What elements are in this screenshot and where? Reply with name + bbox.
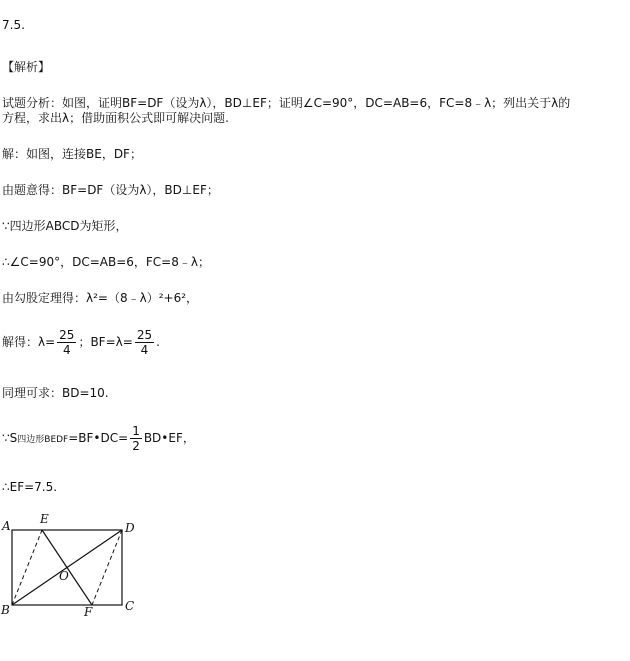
fraction-25-4-b <box>135 328 154 357</box>
label-d: D <box>125 521 135 535</box>
fraction-denominator: 4 <box>62 343 71 357</box>
pythagoras-line: 由勾股定理得：λ²=（8﹣λ）²+6²， <box>2 291 199 305</box>
label-e: E <box>40 512 49 526</box>
fraction-numerator: 25 <box>59 328 75 342</box>
label-c: C <box>125 599 135 613</box>
given-line: 由题意得：BF=DF（设为λ），BD⊥EF； <box>2 183 219 197</box>
label-a: A <box>2 519 11 533</box>
area-line <box>2 424 195 453</box>
solve-end: . <box>156 335 160 349</box>
area-end: BD•EF， <box>143 431 195 445</box>
answer-line: 7.5. <box>2 18 25 32</box>
fraction-numerator: 1 <box>132 424 140 438</box>
label-f: F <box>84 605 93 619</box>
fraction-denominator: 4 <box>140 343 149 357</box>
label-b: B <box>1 603 10 617</box>
label-o: O <box>59 569 69 583</box>
fraction-numerator: 25 <box>136 328 153 342</box>
fraction-25-4-a <box>57 328 76 357</box>
therefore-c-line: ∴∠C=90°，DC=AB=6，FC=8﹣λ； <box>2 255 210 269</box>
fraction-one-half <box>130 424 142 453</box>
solution-intro: 解：如图，连接BE，DF； <box>2 147 142 161</box>
similarly-line: 同理可求：BD=10. <box>2 386 109 400</box>
solve-prefix: 解得：λ= <box>2 335 56 349</box>
dashed-df <box>92 530 122 605</box>
segment-ef <box>42 530 92 605</box>
solve-line <box>2 328 160 357</box>
analysis-line-2: 方程，求出λ；借助面积公式即可解决问题. <box>2 111 229 125</box>
solve-mid: ；BF=λ= <box>78 335 133 349</box>
because-rect-line: ∵四边形ABCD为矩形， <box>2 219 128 233</box>
conclusion-line: ∴EF=7.5. <box>2 480 58 494</box>
area-because: ∵S <box>2 431 18 445</box>
geometry-figure <box>0 510 140 620</box>
area-subscript: 四边形BEDF <box>17 435 69 445</box>
analysis-line-1: 试题分析：如图，证明BF=DF（设为λ），BD⊥EF；证明∠C=90°，DC=AB=6，FC=8﹣λ；列出关于λ的 <box>2 96 571 110</box>
fraction-denominator: 2 <box>132 439 140 453</box>
dashed-be <box>12 530 42 605</box>
area-mid: =BF•DC= <box>68 431 129 445</box>
section-title: 【解析】 <box>2 60 51 74</box>
